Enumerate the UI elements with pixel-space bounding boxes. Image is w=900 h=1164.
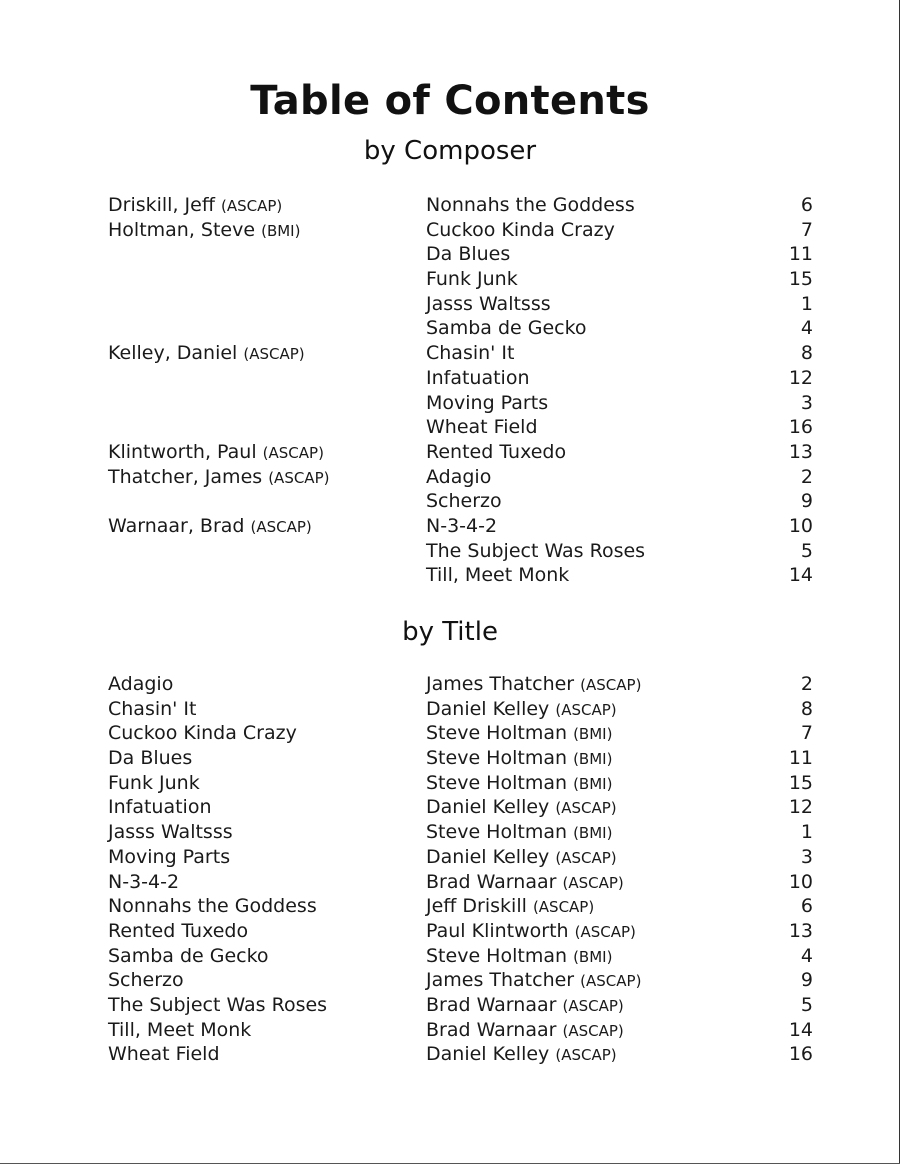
composer-cell xyxy=(108,218,300,244)
by-title-heading: by Title xyxy=(402,617,498,647)
composer-name: Steve Holtman xyxy=(426,944,568,967)
composer-cell xyxy=(426,746,612,772)
performing-rights-society: (BMI) xyxy=(573,947,613,966)
performing-rights-society: (ASCAP) xyxy=(580,972,642,991)
title-row xyxy=(0,968,900,993)
composer-cell xyxy=(426,1018,624,1044)
song-title: Da Blues xyxy=(108,747,193,770)
performing-rights-society: (ASCAP) xyxy=(250,517,312,536)
song-title: Cuckoo Kinda Crazy xyxy=(108,722,297,745)
title-row xyxy=(0,919,900,944)
page-number: 4 xyxy=(800,317,813,340)
song-title: Chasin' It xyxy=(108,697,197,720)
composer-name: Brad Warnaar xyxy=(426,870,557,893)
composer-row xyxy=(0,391,900,416)
composer-cell xyxy=(426,820,612,846)
composer-row xyxy=(0,539,900,564)
song-title: N-3-4-2 xyxy=(108,870,180,893)
performing-rights-society: (BMI) xyxy=(573,774,613,793)
page-number: 15 xyxy=(788,268,813,291)
page-number: 6 xyxy=(800,895,813,918)
song-title: Adagio xyxy=(426,465,492,488)
by-composer-list xyxy=(0,193,900,588)
page-number: 9 xyxy=(800,490,813,513)
page-number: 13 xyxy=(788,440,813,463)
page-number: 1 xyxy=(800,292,813,315)
performing-rights-society: (ASCAP) xyxy=(562,1021,624,1040)
page-number: 13 xyxy=(788,919,813,942)
composer-cell xyxy=(426,894,594,920)
composer-row xyxy=(0,193,900,218)
page-number: 7 xyxy=(800,218,813,241)
song-title: Jasss Waltsss xyxy=(426,292,551,315)
composer-name: Thatcher, James xyxy=(108,465,263,488)
performing-rights-society: (ASCAP) xyxy=(555,799,617,818)
composer-cell xyxy=(426,721,612,747)
page-number: 14 xyxy=(788,564,813,587)
composer-cell xyxy=(108,440,324,466)
by-title-list xyxy=(0,672,900,1067)
title-row xyxy=(0,795,900,820)
song-title: Funk Junk xyxy=(426,268,518,291)
page-number: 3 xyxy=(800,845,813,868)
composer-cell xyxy=(426,1042,617,1068)
composer-row xyxy=(0,242,900,267)
song-title: Funk Junk xyxy=(108,771,200,794)
composer-row xyxy=(0,465,900,490)
song-title: Samba de Gecko xyxy=(108,944,269,967)
title-row xyxy=(0,771,900,796)
composer-name: Jeff Driskill xyxy=(426,895,527,918)
composer-name: Holtman, Steve xyxy=(108,218,256,241)
page-number: 6 xyxy=(800,194,813,216)
song-title: Scherzo xyxy=(108,969,184,992)
performing-rights-society: (ASCAP) xyxy=(562,873,624,892)
page-number: 5 xyxy=(800,539,813,562)
composer-name: James Thatcher xyxy=(426,673,575,695)
composer-name: Daniel Kelley xyxy=(426,845,550,868)
composer-name: Kelley, Daniel xyxy=(108,342,238,365)
song-title: Wheat Field xyxy=(108,1043,220,1066)
composer-cell xyxy=(426,672,641,698)
title-row xyxy=(0,1042,900,1067)
title-row xyxy=(0,672,900,697)
song-title: Nonnahs the Goddess xyxy=(108,895,317,918)
performing-rights-society: (ASCAP) xyxy=(562,996,624,1015)
page-number: 5 xyxy=(800,993,813,1016)
song-title: Adagio xyxy=(108,673,174,695)
page-number: 14 xyxy=(788,1018,813,1041)
composer-cell xyxy=(108,465,329,491)
page-number: 11 xyxy=(788,243,813,266)
page-number: 10 xyxy=(788,514,813,537)
composer-row xyxy=(0,563,900,588)
composer-name: Steve Holtman xyxy=(426,821,568,844)
composer-row xyxy=(0,292,900,317)
performing-rights-society: (BMI) xyxy=(573,824,613,843)
composer-cell xyxy=(108,341,305,367)
song-title: Cuckoo Kinda Crazy xyxy=(426,218,615,241)
performing-rights-society: (ASCAP) xyxy=(580,676,642,694)
composer-name: Klintworth, Paul xyxy=(108,440,257,463)
composer-name: Daniel Kelley xyxy=(426,697,550,720)
song-title: Nonnahs the Goddess xyxy=(426,194,635,216)
composer-name: Steve Holtman xyxy=(426,747,568,770)
performing-rights-society: (ASCAP) xyxy=(555,700,617,719)
composer-row xyxy=(0,514,900,539)
performing-rights-society: (ASCAP) xyxy=(220,197,283,215)
page-number: 1 xyxy=(800,821,813,844)
song-title: Till, Meet Monk xyxy=(108,1018,252,1041)
composer-name: Warnaar, Brad xyxy=(108,514,245,537)
composer-cell xyxy=(426,795,617,821)
song-title: Jasss Waltsss xyxy=(108,821,233,844)
song-title: Infatuation xyxy=(426,366,530,389)
page-number: 16 xyxy=(788,1043,813,1066)
performing-rights-society: (ASCAP) xyxy=(555,848,617,867)
page-number: 4 xyxy=(800,944,813,967)
song-title: The Subject Was Roses xyxy=(426,539,646,562)
song-title: Da Blues xyxy=(426,243,511,266)
composer-row xyxy=(0,489,900,514)
page-number: 8 xyxy=(800,697,813,720)
composer-name: Daniel Kelley xyxy=(426,1043,550,1066)
composer-cell xyxy=(426,919,636,945)
composer-cell xyxy=(426,771,612,797)
song-title: Chasin' It xyxy=(426,342,515,365)
by-composer-heading: by Composer xyxy=(363,136,537,166)
page-number: 16 xyxy=(788,416,813,439)
composer-cell xyxy=(426,870,624,896)
page-number: 10 xyxy=(788,870,813,893)
performing-rights-society: (ASCAP) xyxy=(262,443,324,462)
composer-name: Steve Holtman xyxy=(426,771,568,794)
composer-name: James Thatcher xyxy=(426,969,575,992)
page-number: 2 xyxy=(800,465,813,488)
page-number: 12 xyxy=(788,366,813,389)
composer-cell xyxy=(426,697,617,723)
performing-rights-society: (BMI) xyxy=(261,221,301,240)
performing-rights-society: (ASCAP) xyxy=(555,1046,617,1065)
composer-row xyxy=(0,341,900,366)
composer-row xyxy=(0,366,900,391)
title-row xyxy=(0,820,900,845)
song-title: Infatuation xyxy=(108,796,212,819)
page-number: 11 xyxy=(788,747,813,770)
performing-rights-society: (ASCAP) xyxy=(243,345,305,364)
song-title: Wheat Field xyxy=(426,416,538,439)
song-title: Rented Tuxedo xyxy=(108,919,249,942)
song-title: Moving Parts xyxy=(108,845,231,868)
page-title: Table of Contents xyxy=(250,78,650,124)
title-row xyxy=(0,697,900,722)
title-row xyxy=(0,1018,900,1043)
title-row xyxy=(0,721,900,746)
composer-cell xyxy=(426,968,641,994)
song-title: The Subject Was Roses xyxy=(108,993,328,1016)
composer-row xyxy=(0,415,900,440)
composer-name: Brad Warnaar xyxy=(426,1018,557,1041)
song-title: Rented Tuxedo xyxy=(426,440,567,463)
composer-cell xyxy=(426,944,612,970)
title-row xyxy=(0,944,900,969)
page-number: 15 xyxy=(788,771,813,794)
title-row xyxy=(0,845,900,870)
page-number: 8 xyxy=(800,342,813,365)
composer-row xyxy=(0,267,900,292)
composer-cell xyxy=(108,514,312,540)
performing-rights-society: (BMI) xyxy=(573,750,613,769)
song-title: N-3-4-2 xyxy=(426,514,498,537)
composer-name: Paul Klintworth xyxy=(426,919,569,942)
song-title: Samba de Gecko xyxy=(426,317,587,340)
song-title: Till, Meet Monk xyxy=(426,564,570,587)
performing-rights-society: (BMI) xyxy=(573,725,613,744)
song-title: Scherzo xyxy=(426,490,502,513)
page-number: 2 xyxy=(800,673,813,695)
composer-cell xyxy=(108,193,282,219)
composer-row xyxy=(0,218,900,243)
title-row xyxy=(0,894,900,919)
composer-cell xyxy=(426,993,624,1019)
composer-row xyxy=(0,440,900,465)
page-number: 12 xyxy=(788,796,813,819)
page-number: 7 xyxy=(800,722,813,745)
composer-name: Daniel Kelley xyxy=(426,796,550,819)
title-row xyxy=(0,993,900,1018)
title-row xyxy=(0,870,900,895)
performing-rights-society: (ASCAP) xyxy=(268,468,330,487)
composer-name: Driskill, Jeff xyxy=(108,194,215,216)
composer-cell xyxy=(426,845,617,871)
song-title: Moving Parts xyxy=(426,391,549,414)
composer-name: Steve Holtman xyxy=(426,722,568,745)
page-number: 3 xyxy=(800,391,813,414)
page-number: 9 xyxy=(800,969,813,992)
composer-row xyxy=(0,316,900,341)
performing-rights-society: (ASCAP) xyxy=(532,898,595,917)
performing-rights-society: (ASCAP) xyxy=(574,922,636,941)
composer-name: Brad Warnaar xyxy=(426,993,557,1016)
title-row xyxy=(0,746,900,771)
